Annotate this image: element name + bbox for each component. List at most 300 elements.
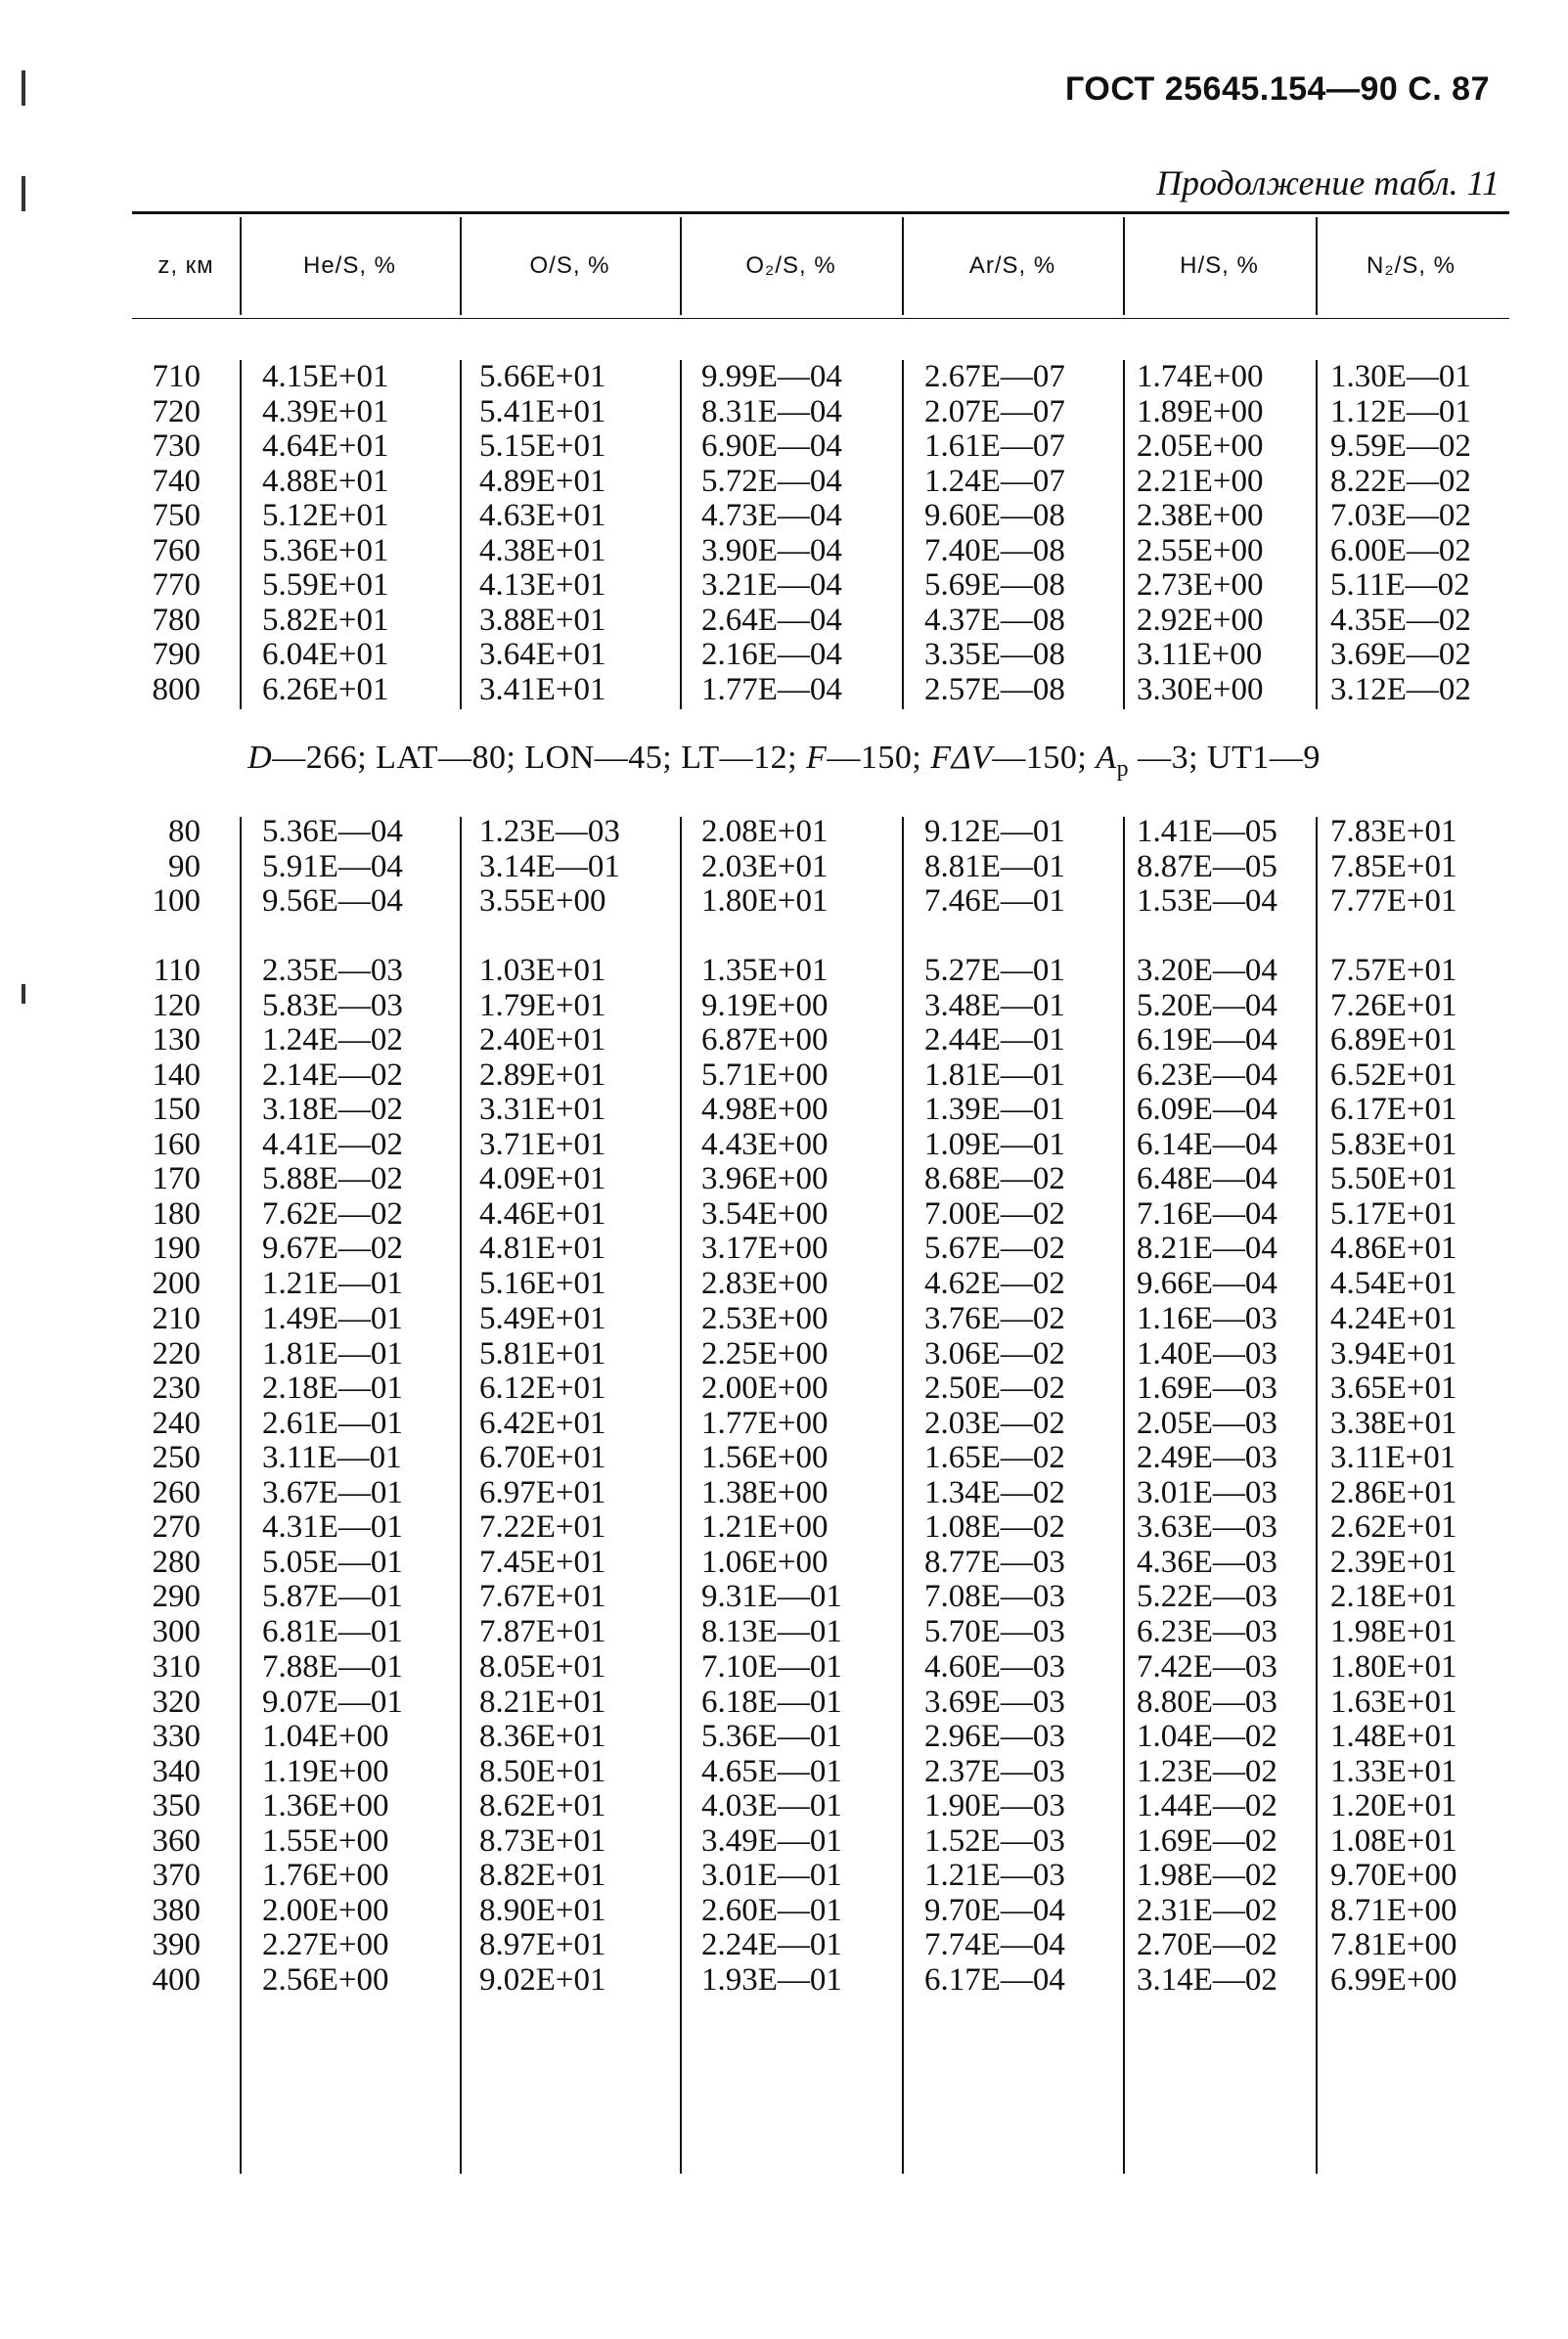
value-cell: 2.18E—01 <box>262 1371 403 1406</box>
value-cell: 1.90E—03 <box>924 1788 1065 1823</box>
value-cell: 7.46E—01 <box>924 883 1065 919</box>
value-cell: 7.62E—02 <box>262 1195 403 1232</box>
value-cell: 2.40E+01 <box>479 1022 606 1057</box>
value-cell: 8.90E+01 <box>479 1892 606 1928</box>
column-divider <box>460 217 462 315</box>
altitude-cell: 290 <box>152 1579 201 1614</box>
value-cell: 1.76E+00 <box>262 1858 389 1893</box>
column-divider <box>1123 817 1125 2174</box>
margin-mark <box>22 176 25 211</box>
value-cell: 9.70E+00 <box>1330 1858 1457 1893</box>
value-cell: 4.86E+01 <box>1330 1231 1457 1266</box>
value-cell: 4.65E—01 <box>701 1753 842 1789</box>
value-cell: 5.72E—04 <box>701 463 842 499</box>
altitude-cell: 240 <box>152 1405 201 1441</box>
value-cell: 7.67E+01 <box>479 1579 606 1614</box>
value-cell: 3.12E—02 <box>1330 671 1471 707</box>
altitude-cell: 90 <box>168 848 201 884</box>
value-cell: 8.77E—03 <box>924 1544 1065 1580</box>
value-cell: 1.16E—03 <box>1137 1301 1277 1336</box>
value-cell: 6.17E—04 <box>924 1961 1065 1998</box>
altitude-cell: 310 <box>152 1649 201 1685</box>
value-cell: 3.18E—02 <box>262 1092 403 1127</box>
altitude-cell: 280 <box>152 1544 201 1580</box>
value-cell: 7.57E+01 <box>1330 953 1457 988</box>
value-cell: 1.03E+01 <box>479 953 606 988</box>
altitude-cell: 730 <box>152 428 201 464</box>
value-cell: 6.23E—03 <box>1137 1613 1277 1649</box>
altitude-cell: 330 <box>152 1719 201 1754</box>
value-cell: 6.09E—04 <box>1137 1092 1277 1127</box>
value-cell: 5.15E+01 <box>479 428 606 464</box>
value-cell: 9.31E—01 <box>701 1579 842 1614</box>
value-cell: 6.87E+00 <box>701 1022 829 1057</box>
value-cell: 1.79E+01 <box>479 987 606 1023</box>
value-cell: 6.17E+01 <box>1330 1092 1457 1127</box>
value-cell: 4.31E—01 <box>262 1509 403 1545</box>
column-divider <box>460 817 462 2174</box>
value-cell: 1.06E+00 <box>701 1544 829 1580</box>
value-cell: 5.91E—04 <box>262 848 403 884</box>
column-header: z, км <box>157 252 214 279</box>
altitude-cell: 760 <box>152 532 201 568</box>
value-cell: 1.33E+01 <box>1330 1753 1457 1789</box>
value-cell: 2.73E+00 <box>1137 567 1264 603</box>
value-cell: 2.03E+01 <box>701 848 829 884</box>
value-cell: 1.12E—01 <box>1330 393 1471 429</box>
value-cell: 1.74E+00 <box>1137 359 1264 394</box>
altitude-cell: 180 <box>152 1195 201 1232</box>
value-cell: 1.36E+00 <box>262 1788 389 1823</box>
value-cell: 7.77E+01 <box>1330 883 1457 919</box>
column-header: Ar/S, % <box>968 252 1056 279</box>
value-cell: 2.96E—03 <box>924 1719 1065 1754</box>
value-cell: 1.80E+01 <box>701 883 829 919</box>
value-cell: 5.11E—02 <box>1330 567 1470 603</box>
value-cell: 7.10E—01 <box>701 1649 842 1685</box>
value-cell: 4.41E—02 <box>262 1126 403 1162</box>
value-cell: 3.71E+01 <box>479 1126 606 1162</box>
value-cell: 9.12E—01 <box>924 814 1065 849</box>
value-cell: 9.59E—02 <box>1330 428 1471 464</box>
value-cell: 3.94E+01 <box>1330 1335 1457 1372</box>
column-divider <box>1316 217 1318 315</box>
value-cell: 3.01E—01 <box>701 1858 842 1893</box>
value-cell: 5.12E+01 <box>262 498 389 533</box>
table-top-rule <box>132 211 1509 214</box>
value-cell: 2.05E+00 <box>1137 428 1264 464</box>
value-cell: 6.42E+01 <box>479 1405 606 1441</box>
value-cell: 3.76E—02 <box>924 1301 1065 1336</box>
value-cell: 6.97E+01 <box>479 1474 606 1510</box>
value-cell: 2.07E—07 <box>924 393 1065 429</box>
value-cell: 6.89E+01 <box>1330 1022 1457 1057</box>
value-cell: 1.49E—01 <box>262 1301 403 1336</box>
altitude-cell: 800 <box>152 671 201 707</box>
value-cell: 9.02E+01 <box>479 1961 606 1998</box>
value-cell: 1.08E—02 <box>924 1509 1065 1545</box>
value-cell: 2.50E—02 <box>924 1371 1065 1406</box>
value-cell: 3.20E—04 <box>1137 953 1277 988</box>
column-divider <box>902 817 904 2174</box>
value-cell: 9.66E—04 <box>1137 1265 1277 1301</box>
value-cell: 6.18E—01 <box>701 1684 842 1720</box>
value-cell: 2.25E+00 <box>701 1335 829 1372</box>
value-cell: 7.26E+01 <box>1330 987 1457 1023</box>
param-d-label: D <box>247 740 273 776</box>
value-cell: 2.08E+01 <box>701 814 829 849</box>
value-cell: 6.99E+00 <box>1330 1961 1457 1998</box>
value-cell: 1.09E—01 <box>924 1126 1065 1162</box>
value-cell: 3.55E+00 <box>479 883 606 919</box>
altitude-cell: 350 <box>152 1788 201 1823</box>
value-cell: 2.57E—08 <box>924 671 1065 707</box>
value-cell: 4.37E—08 <box>924 602 1065 638</box>
value-cell: 3.14E—01 <box>479 848 620 884</box>
value-cell: 5.49E+01 <box>479 1301 606 1336</box>
value-cell: 5.17E+01 <box>1330 1195 1457 1232</box>
value-cell: 5.71E+00 <box>701 1057 829 1093</box>
altitude-cell: 170 <box>152 1161 201 1196</box>
value-cell: 4.43E+00 <box>701 1126 829 1162</box>
value-cell: 4.09E+01 <box>479 1161 606 1196</box>
value-cell: 3.69E—03 <box>924 1684 1065 1720</box>
value-cell: 5.66E+01 <box>479 359 606 394</box>
value-cell: 4.15E+01 <box>262 359 389 394</box>
value-cell: 1.55E+00 <box>262 1822 389 1859</box>
value-cell: 4.03E—01 <box>701 1788 842 1823</box>
value-cell: 4.46E+01 <box>479 1195 606 1232</box>
value-cell: 3.63E—03 <box>1137 1509 1277 1545</box>
value-cell: 1.23E—02 <box>1137 1753 1277 1789</box>
value-cell: 1.56E+00 <box>701 1440 829 1475</box>
value-cell: 3.30E+00 <box>1137 671 1264 707</box>
altitude-cell: 140 <box>152 1057 201 1093</box>
value-cell: 1.20E+01 <box>1330 1788 1457 1823</box>
value-cell: 7.81E+00 <box>1330 1927 1457 1962</box>
value-cell: 9.99E—04 <box>701 359 842 394</box>
column-divider <box>240 217 242 315</box>
column-header: N₂/S, % <box>1366 252 1456 279</box>
column-divider <box>460 360 462 709</box>
value-cell: 1.63E+01 <box>1330 1684 1457 1720</box>
value-cell: 2.60E—01 <box>701 1892 842 1928</box>
value-cell: 7.88E—01 <box>262 1649 403 1685</box>
value-cell: 1.44E—02 <box>1137 1788 1277 1823</box>
altitude-cell: 300 <box>152 1613 201 1649</box>
param-ap-sub: p <box>1116 755 1130 782</box>
altitude-cell: 380 <box>152 1892 201 1928</box>
value-cell: 1.80E+01 <box>1330 1649 1457 1685</box>
value-cell: 8.81E—01 <box>924 848 1065 884</box>
value-cell: 5.83E—03 <box>262 987 403 1023</box>
altitude-cell: 740 <box>152 463 201 499</box>
value-cell: 2.38E+00 <box>1137 498 1264 533</box>
param-ap-value: —3; UT1—9 <box>1129 740 1321 776</box>
value-cell: 2.44E—01 <box>924 1022 1065 1057</box>
value-cell: 2.39E+01 <box>1330 1544 1457 1580</box>
value-cell: 8.21E—04 <box>1137 1231 1277 1266</box>
value-cell: 2.31E—02 <box>1137 1892 1277 1928</box>
altitude-cell: 160 <box>152 1126 201 1162</box>
value-cell: 8.62E+01 <box>479 1788 606 1823</box>
value-cell: 6.48E—04 <box>1137 1161 1277 1196</box>
table-header-rule <box>132 318 1509 319</box>
value-cell: 2.49E—03 <box>1137 1440 1277 1475</box>
value-cell: 8.50E+01 <box>479 1753 606 1789</box>
value-cell: 8.31E—04 <box>701 393 842 429</box>
param-f-value: —150; <box>827 740 931 776</box>
value-cell: 3.01E—03 <box>1137 1474 1277 1510</box>
altitude-cell: 270 <box>152 1509 201 1545</box>
value-cell: 2.70E—02 <box>1137 1927 1277 1962</box>
value-cell: 3.21E—04 <box>701 567 842 603</box>
value-cell: 2.92E+00 <box>1137 602 1264 638</box>
column-divider <box>680 360 682 709</box>
column-divider <box>1123 217 1125 315</box>
value-cell: 3.06E—02 <box>924 1335 1065 1372</box>
param-fdv-label: FΔV <box>930 740 993 776</box>
value-cell: 5.81E+01 <box>479 1335 606 1372</box>
value-cell: 6.12E+01 <box>479 1371 606 1406</box>
value-cell: 3.96E+00 <box>701 1161 829 1196</box>
value-cell: 5.88E—02 <box>262 1161 403 1196</box>
altitude-cell: 80 <box>168 814 201 849</box>
value-cell: 5.20E—04 <box>1137 987 1277 1023</box>
value-cell: 1.39E—01 <box>924 1092 1065 1127</box>
column-divider <box>1316 360 1318 709</box>
value-cell: 1.77E+00 <box>701 1405 829 1441</box>
altitude-cell: 400 <box>152 1961 201 1998</box>
value-cell: 8.36E+01 <box>479 1719 606 1754</box>
altitude-cell: 150 <box>152 1092 201 1127</box>
value-cell: 1.81E—01 <box>262 1335 403 1372</box>
value-cell: 3.38E+01 <box>1330 1405 1457 1441</box>
value-cell: 3.54E+00 <box>701 1195 829 1232</box>
altitude-cell: 390 <box>152 1927 201 1962</box>
value-cell: 3.14E—02 <box>1137 1961 1277 1998</box>
value-cell: 4.38E+01 <box>479 532 606 568</box>
value-cell: 1.53E—04 <box>1137 883 1277 919</box>
value-cell: 2.83E+00 <box>701 1265 829 1301</box>
value-cell: 2.03E—02 <box>924 1405 1065 1441</box>
value-cell: 1.48E+01 <box>1330 1719 1457 1754</box>
altitude-cell: 790 <box>152 637 201 672</box>
value-cell: 2.14E—02 <box>262 1057 403 1093</box>
value-cell: 2.21E+00 <box>1137 463 1264 499</box>
margin-mark <box>22 70 25 106</box>
value-cell: 3.11E—01 <box>262 1440 402 1475</box>
param-ap-label: A <box>1096 740 1117 776</box>
altitude-cell: 100 <box>152 883 201 919</box>
conditions-line <box>0 740 1568 783</box>
value-cell: 4.88E+01 <box>262 463 389 499</box>
value-cell: 1.65E—02 <box>924 1440 1065 1475</box>
value-cell: 5.69E—08 <box>924 567 1065 603</box>
value-cell: 1.52E—03 <box>924 1822 1065 1859</box>
value-cell: 5.87E—01 <box>262 1579 403 1614</box>
value-cell: 5.59E+01 <box>262 567 389 603</box>
value-cell: 5.05E—01 <box>262 1544 403 1580</box>
altitude-cell: 230 <box>152 1371 201 1406</box>
value-cell: 3.49E—01 <box>701 1822 842 1859</box>
altitude-cell: 120 <box>152 987 201 1023</box>
value-cell: 7.85E+01 <box>1330 848 1457 884</box>
value-cell: 2.24E—01 <box>701 1927 842 1962</box>
value-cell: 1.04E—02 <box>1137 1719 1277 1754</box>
margin-mark <box>22 984 25 1004</box>
value-cell: 1.21E—01 <box>262 1265 403 1301</box>
value-cell: 7.16E—04 <box>1137 1195 1277 1232</box>
column-header: H/S, % <box>1180 252 1259 279</box>
value-cell: 3.64E+01 <box>479 637 606 672</box>
altitude-cell: 110 <box>153 953 201 988</box>
value-cell: 8.82E+01 <box>479 1858 606 1893</box>
value-cell: 8.73E+01 <box>479 1822 606 1859</box>
value-cell: 4.54E+01 <box>1330 1265 1457 1301</box>
value-cell: 2.62E+01 <box>1330 1509 1457 1545</box>
altitude-cell: 340 <box>152 1753 201 1789</box>
value-cell: 2.00E+00 <box>262 1892 389 1928</box>
value-cell: 4.62E—02 <box>924 1265 1065 1301</box>
value-cell: 3.88E+01 <box>479 602 606 638</box>
altitude-cell: 770 <box>152 567 201 603</box>
value-cell: 3.69E—02 <box>1330 637 1471 672</box>
value-cell: 1.77E—04 <box>701 671 842 707</box>
column-divider <box>240 817 242 2174</box>
value-cell: 1.04E+00 <box>262 1719 389 1754</box>
altitude-cell: 220 <box>152 1335 201 1372</box>
value-cell: 8.71E+00 <box>1330 1892 1457 1928</box>
value-cell: 3.31E+01 <box>479 1092 606 1127</box>
value-cell: 3.41E+01 <box>479 671 606 707</box>
value-cell: 5.36E—04 <box>262 814 403 849</box>
value-cell: 2.27E+00 <box>262 1927 389 1962</box>
value-cell: 4.89E+01 <box>479 463 606 499</box>
column-header: He/S, % <box>302 252 397 279</box>
column-divider <box>680 817 682 2174</box>
value-cell: 4.73E—04 <box>701 498 842 533</box>
altitude-cell: 750 <box>152 498 201 533</box>
altitude-cell: 250 <box>152 1440 201 1475</box>
param-fdv-value: —150; <box>992 740 1097 776</box>
value-cell: 7.42E—03 <box>1137 1649 1277 1685</box>
value-cell: 4.39E+01 <box>262 393 389 429</box>
value-cell: 2.89E+01 <box>479 1057 606 1093</box>
value-cell: 9.60E—08 <box>924 498 1065 533</box>
value-cell: 1.08E+01 <box>1330 1822 1457 1859</box>
value-cell: 7.83E+01 <box>1330 814 1457 849</box>
column-header: O₂/S, % <box>745 252 836 279</box>
value-cell: 1.24E—07 <box>924 463 1065 499</box>
value-cell: 1.35E+01 <box>701 953 829 988</box>
value-cell: 2.67E—07 <box>924 359 1065 394</box>
param-d-value: —266; LAT—80; LON—45; LT—12; <box>272 740 807 776</box>
value-cell: 8.13E—01 <box>701 1613 842 1649</box>
value-cell: 6.90E—04 <box>701 428 842 464</box>
value-cell: 4.35E—02 <box>1330 602 1471 638</box>
value-cell: 3.11E+00 <box>1137 637 1263 672</box>
value-cell: 5.41E+01 <box>479 393 606 429</box>
column-divider <box>902 360 904 709</box>
value-cell: 9.19E+00 <box>701 987 829 1023</box>
value-cell: 6.52E+01 <box>1330 1057 1457 1093</box>
value-cell: 5.36E—01 <box>701 1719 842 1754</box>
value-cell: 8.22E—02 <box>1330 463 1471 499</box>
value-cell: 5.16E+01 <box>479 1265 606 1301</box>
value-cell: 1.98E+01 <box>1330 1613 1457 1649</box>
value-cell: 4.24E+01 <box>1330 1301 1457 1336</box>
altitude-cell: 780 <box>152 602 201 638</box>
value-cell: 6.26E+01 <box>262 671 389 707</box>
value-cell: 9.67E—02 <box>262 1231 403 1266</box>
value-cell: 1.89E+00 <box>1137 393 1264 429</box>
value-cell: 6.04E+01 <box>262 637 389 672</box>
value-cell: 4.63E+01 <box>479 498 606 533</box>
value-cell: 8.21E+01 <box>479 1684 606 1720</box>
value-cell: 1.30E—01 <box>1330 359 1471 394</box>
value-cell: 6.19E—04 <box>1137 1022 1277 1057</box>
value-cell: 1.69E—02 <box>1137 1822 1277 1859</box>
value-cell: 7.00E—02 <box>924 1195 1065 1232</box>
altitude-cell: 720 <box>152 393 201 429</box>
value-cell: 7.74E—04 <box>924 1927 1065 1962</box>
value-cell: 2.16E—04 <box>701 637 842 672</box>
value-cell: 1.98E—02 <box>1137 1858 1277 1893</box>
value-cell: 1.24E—02 <box>262 1022 403 1057</box>
altitude-cell: 190 <box>152 1231 201 1266</box>
column-divider <box>1123 360 1125 709</box>
altitude-cell: 360 <box>152 1822 201 1859</box>
altitude-cell: 710 <box>152 359 201 394</box>
altitude-cell: 320 <box>152 1684 201 1720</box>
value-cell: 4.81E+01 <box>479 1231 606 1266</box>
altitude-cell: 260 <box>152 1474 201 1510</box>
value-cell: 2.35E—03 <box>262 953 403 988</box>
value-cell: 9.07E—01 <box>262 1684 403 1720</box>
value-cell: 6.81E—01 <box>262 1613 403 1649</box>
value-cell: 1.81E—01 <box>924 1057 1065 1093</box>
value-cell: 4.60E—03 <box>924 1649 1065 1685</box>
value-cell: 2.55E+00 <box>1137 532 1264 568</box>
value-cell: 3.17E+00 <box>701 1231 829 1266</box>
value-cell: 5.70E—03 <box>924 1613 1065 1649</box>
value-cell: 2.37E—03 <box>924 1753 1065 1789</box>
value-cell: 7.40E—08 <box>924 532 1065 568</box>
value-cell: 8.05E+01 <box>479 1649 606 1685</box>
param-f-label: F <box>806 740 828 776</box>
value-cell: 2.18E+01 <box>1330 1579 1457 1614</box>
value-cell: 8.68E—02 <box>924 1161 1065 1196</box>
table-caption: Продолжение табл. 11 <box>1155 163 1500 202</box>
value-cell: 2.56E+00 <box>262 1961 389 1998</box>
column-divider <box>240 360 242 709</box>
value-cell: 5.50E+01 <box>1330 1161 1457 1196</box>
value-cell: 7.45E+01 <box>479 1544 606 1580</box>
value-cell: 1.40E—03 <box>1137 1335 1277 1372</box>
value-cell: 3.65E+01 <box>1330 1371 1457 1406</box>
value-cell: 3.35E—08 <box>924 637 1065 672</box>
value-cell: 1.23E—03 <box>479 814 620 849</box>
value-cell: 7.22E+01 <box>479 1509 606 1545</box>
column-divider <box>902 217 904 315</box>
altitude-cell: 210 <box>152 1301 201 1336</box>
value-cell: 8.97E+01 <box>479 1927 606 1962</box>
value-cell: 6.00E—02 <box>1330 532 1471 568</box>
value-cell: 6.23E—04 <box>1137 1057 1277 1093</box>
altitude-cell: 130 <box>152 1022 201 1057</box>
value-cell: 2.00E+00 <box>701 1371 829 1406</box>
